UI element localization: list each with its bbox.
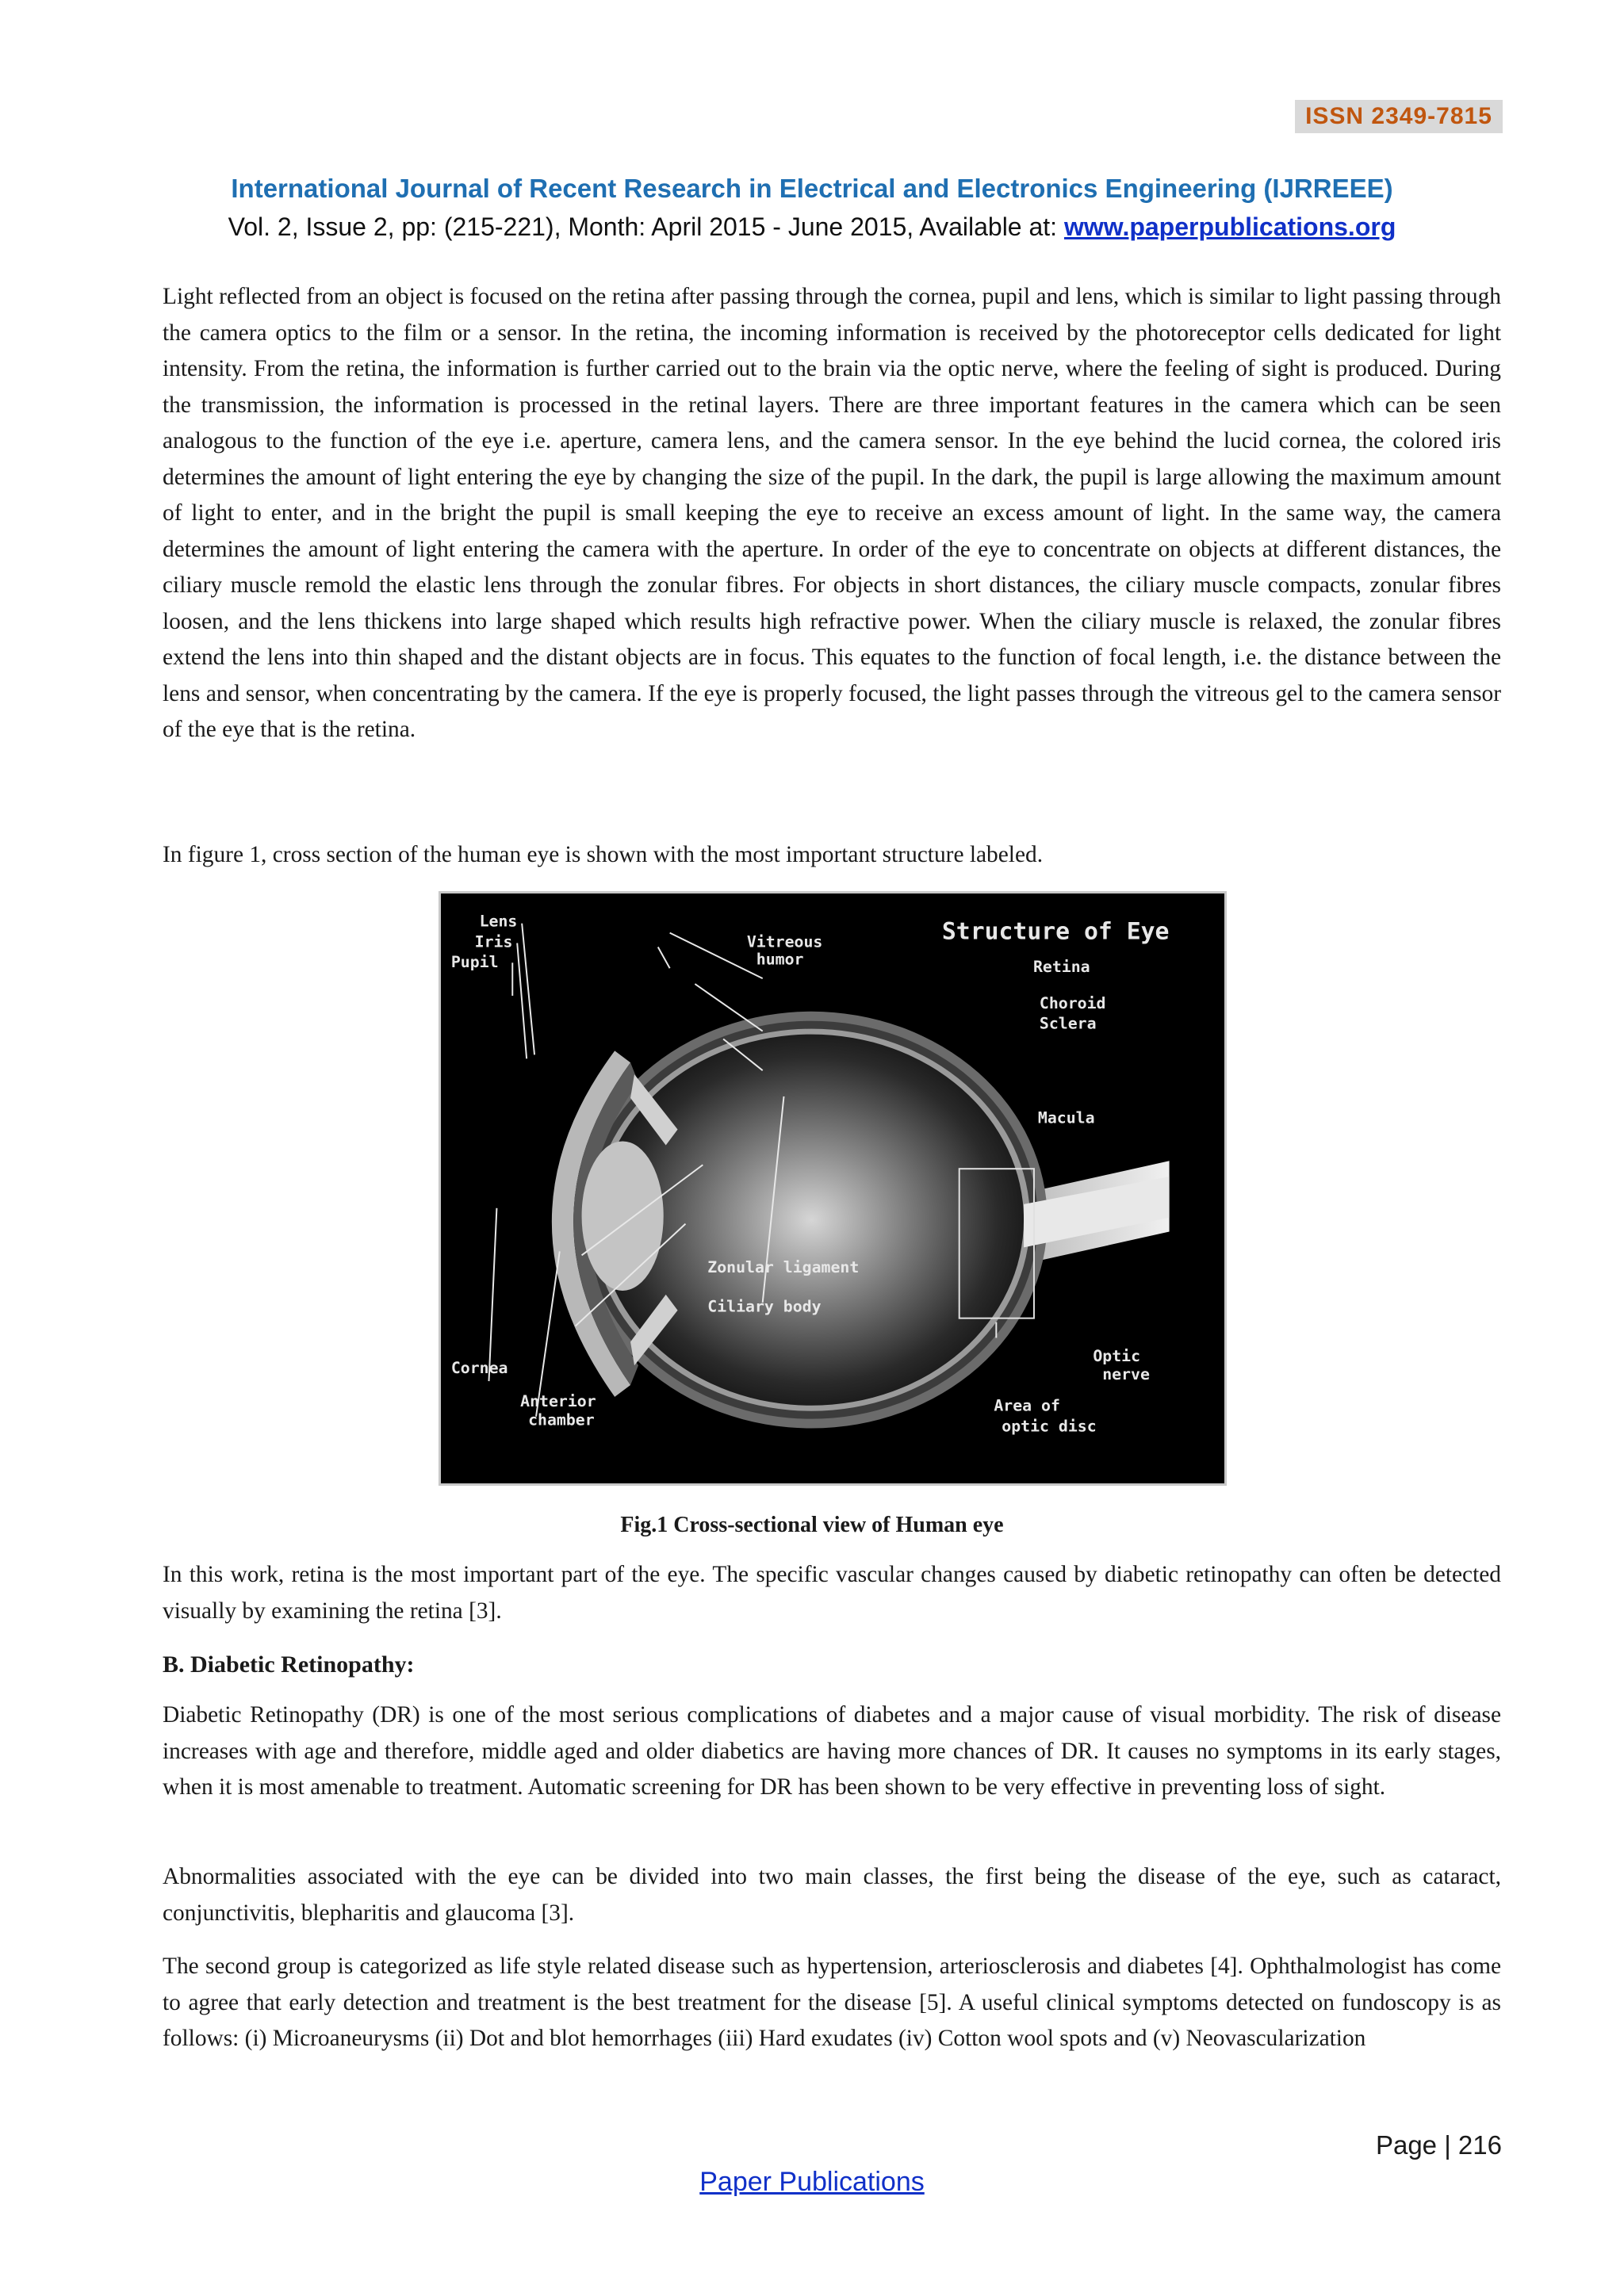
footer <box>0 2164 1624 2199</box>
journal-volume-info: Vol. 2, Issue 2, pp: (215-221), Month: April 2015 - June 2015, Available at: <box>228 212 1064 241</box>
paragraph-second-group: The second group is categorized as life style related disease such as hypertension, arteriosclerosis and diabetes [4]. Ophthalmologist has come to agree that early detection and treatment is the best treatment for the disease [5]. A useful clinical symptoms detected on fundoscopy is as follows: (i) Microaneurysms (ii) Dot and blot hemorrhages (iii) Hard exudates (iv) Cotton wool spots and (v) Neovascularization <box>163 1954 1501 2051</box>
label-optic-disc-1: Area of <box>994 1396 1060 1415</box>
label-choroid: Choroid <box>1039 993 1106 1012</box>
label-anterior-1: Anterior <box>520 1391 596 1410</box>
paragraph-figure-intro: In figure 1, cross section of the human eye is shown with the most important structure labeled. <box>163 842 1044 867</box>
label-iris: Iris <box>474 932 513 951</box>
label-pupil: Pupil <box>450 953 499 972</box>
paragraph-abnormalities: Abnormalities associated with the eye can be divided into two main classes, the first being the disease of the eye, such as cataract, conjunctivitis, blepharitis and glaucoma [3]. <box>163 1864 1501 1926</box>
paragraph-dr-definition: Diabetic Retinopathy (DR) is one of the most serious complications of diabetes and a major cause of visual morbidity. The risk of disease increases with age and therefore, middle aged and older diabetics are having more chances of DR. It causes no symptoms in its early stages, when it is most amenable to treatment. Automatic screening for DR has been shown to be very effective in preventing loss of sight. <box>163 1702 1501 1800</box>
paragraph-retina-importance: In this work, retina is the most important part of the eye. The specific vascular changes caused by diabetic retinopathy can often be detected visually by examining the retina [3]. <box>163 1562 1501 1624</box>
label-anterior-2: chamber <box>528 1410 595 1429</box>
figure-caption: Fig.1 Cross-sectional view of Human eye <box>620 1513 1004 1537</box>
label-retina: Retina <box>1032 958 1090 977</box>
journal-website-link[interactable]: www.paperpublications.org <box>1063 212 1396 241</box>
label-cornea: Cornea <box>450 1359 508 1378</box>
figure-title: Structure of Eye <box>941 917 1170 946</box>
issn-badge: ISSN 2349-7815 <box>1295 100 1503 133</box>
label-sclera: Sclera <box>1039 1014 1097 1033</box>
eye-structure-figure <box>439 891 1227 1486</box>
label-vitreous-1: Vitreous <box>746 932 823 951</box>
label-optic-nerve-2: nerve <box>1102 1365 1150 1384</box>
section-heading-diabetic-retinopathy: B. Diabetic Retinopathy: <box>163 1651 415 1678</box>
label-optic-disc-2: optic disc <box>1002 1417 1097 1436</box>
lens-shape <box>582 1141 664 1290</box>
label-vitreous-2: humor <box>756 950 804 969</box>
label-lens: Lens <box>479 912 518 931</box>
label-ciliary-body: Ciliary body <box>707 1297 822 1316</box>
label-zonular-ligament: Zonular ligament <box>707 1258 860 1277</box>
journal-info <box>0 209 1624 244</box>
page-number: Page | 216 <box>1375 2130 1502 2160</box>
journal-title: International Journal of Recent Research in Electrical and Electronics Engineering (IJRREEE) <box>231 174 1393 203</box>
paragraph-eye-camera-analogy: Light reflected from an object is focused on the retina after passing through the cornea, pupil and lens, which is similar to light passing through the camera optics to the film or a sensor. In the retina, the incoming information is received by the photoreceptor cells dedicated for light intensity. From the retina, the information is further carried out to the brain via the optic nerve, where the feeling of sight is produced. During the transmission, the information is processed in the retinal layers. There are three important features in the camera which can be seen analogous to the function of the eye i.e. aperture, camera lens, and the camera sensor. In the eye behind the lucid cornea, the colored iris determines the amount of light entering the eye by changing the size of the pupil. In the dark, the pupil is large allowing the maximum amount of light to enter, and in the bright the pupil is small keeping the eye to receive an excess amount of light. In the same way, the camera determines the amount of light entering the camera with the aperture. In order of the eye to concentrate on objects at different distances, the ciliary muscle remold the elastic lens through the zonular fibres. For objects in short distances, the ciliary muscle compacts, zonular fibres loosen, and the lens thickens into large shaped which results high refractive power. When the ciliary muscle is relaxed, the zonular fibres extend the lens into thin shaped and the distant objects are in focus. This equates to the function of focal length, i.e. the distance between the lens and sensor, when concentrating by the camera. If the eye is properly focused, the light passes through the vitreous gel to the camera sensor of the eye that is the retina. <box>163 284 1501 742</box>
label-optic-nerve-1: Optic <box>1093 1347 1141 1366</box>
publisher-link[interactable]: Paper Publications <box>699 2167 925 2197</box>
label-macula: Macula <box>1037 1108 1095 1127</box>
